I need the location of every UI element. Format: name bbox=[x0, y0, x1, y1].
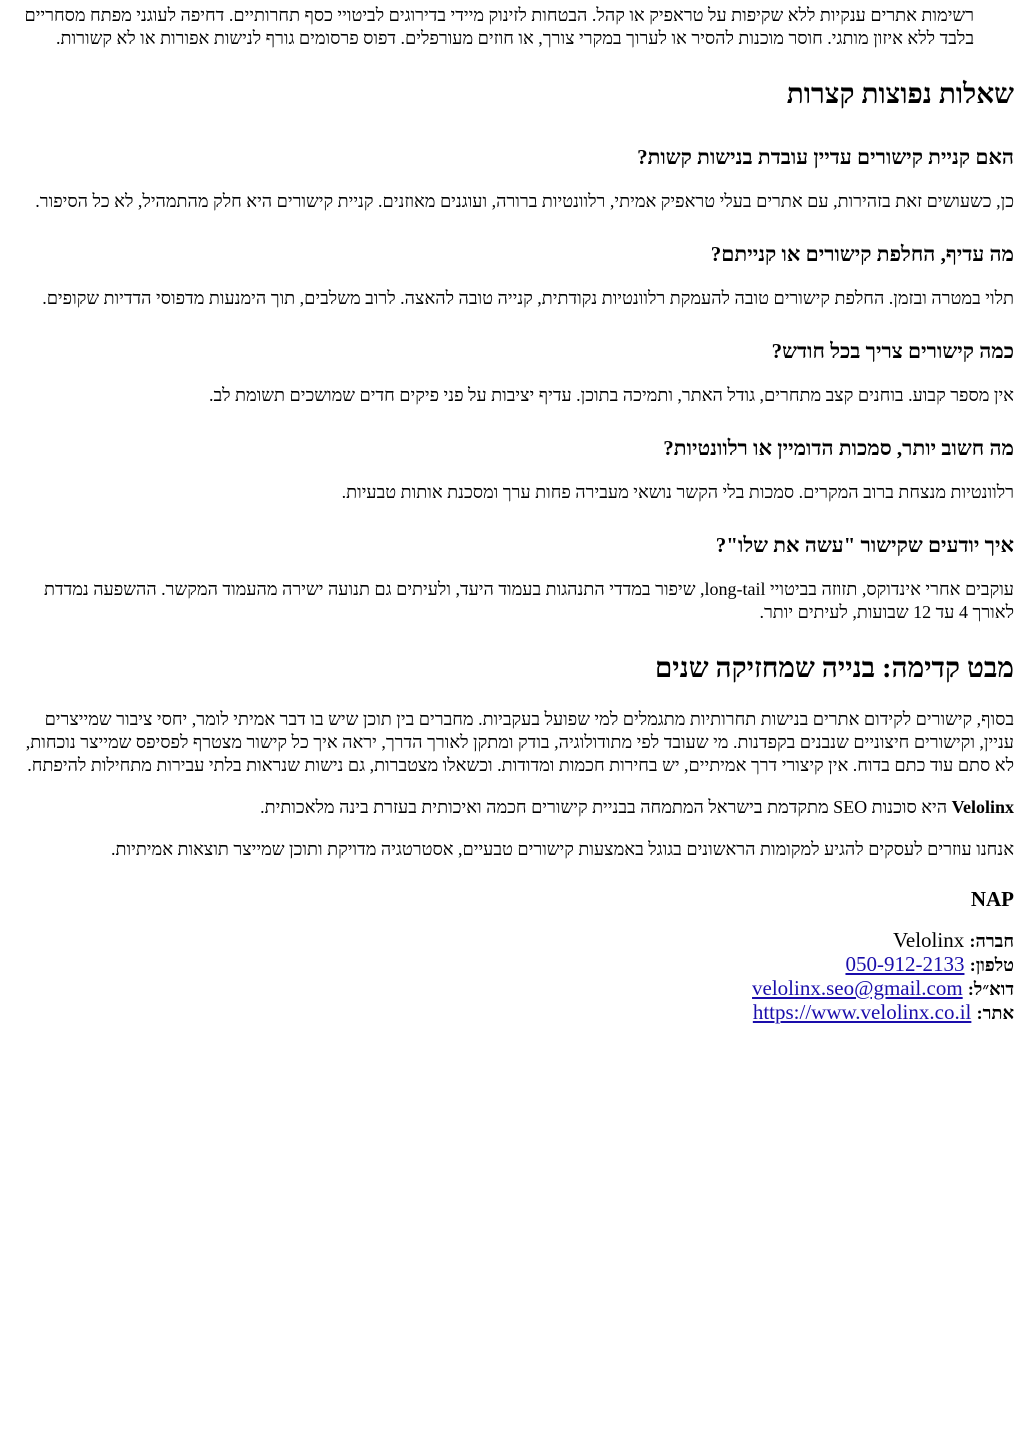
faq-answer-2: תלוי במטרה ובזמן. החלפת קישורים טובה להעמקת רלוונטיות נקודתית, קנייה טובה להאצה. לרוב משלבים, תוך הימנעות מדפוסי הדדיות שקופים. bbox=[42, 288, 1014, 308]
outlook-heading: מבט קדימה: בנייה שמחזיקה שנים bbox=[654, 653, 1014, 684]
nap-site-row bbox=[12, 1001, 1014, 1025]
nap-details bbox=[12, 929, 1014, 1025]
faq-answer-3: אין מספר קבוע. בוחנים קצב מתחרים, גודל האתר, ותמיכה בתוכן. עדיף יציבות על פני פיקים חדים שמושכים תשומת לב. bbox=[208, 385, 1014, 405]
nap-company-value: Velolinx bbox=[893, 928, 965, 952]
faq-answer-1: כן, כשעושים זאת בזהירות, עם אתרים בעלי טראפיק אמיתי, רלוונטיות ברורה, ועוגנים מאוזנים. קניית קישורים היא חלק מהתמהיל, לא כל הסיפור. bbox=[35, 191, 1014, 211]
nap-heading: NAP bbox=[970, 887, 1014, 911]
nap-site-label: אתר: bbox=[976, 1003, 1014, 1023]
faq-question-1: האם קניית קישורים עדיין עובדת בנישות קשות? bbox=[637, 145, 1014, 169]
nap-phone-label: טלפון: bbox=[969, 955, 1014, 975]
mission-paragraph: אנחנו עוזרים לעסקים להגיע למקומות הראשונים בגוגל באמצעות קישורים טבעיים, אסטרטגיה מדויקת ותוכן שמייצר תוצאות אמיתיות. bbox=[111, 839, 1014, 859]
outlook-paragraph: בסוף, קישורים לקידום אתרים בנישות תחרותיות מתגמלים למי שפועל בעקביות. מחברים בין תוכן שיש בו דבר אמיתי לומר, יחסי ציבור שמייצרים עניין, וקישורים חיצוניים שנבנים בקפדנות. מי שעובד לפי מתודולוגיה, בודק ומתקן לאורך הדרך, יראה איך כל קישור מצטרף לפסיפס שמייצר נוכחות, לא סתם עוד כתם בדוח. אין קיצורי דרך אמיתיים, יש בחירות חכמות ומדודות. וכשאלו מצטברות, גם נישות שנראות בלתי עבירות מתחילות להיפתח. bbox=[25, 709, 1014, 775]
faq-question-2: מה עדיף, החלפת קישורים או קנייתם? bbox=[710, 242, 1014, 266]
nap-site-link[interactable]: https://www.velolinx.co.il bbox=[752, 1000, 972, 1024]
about-paragraph bbox=[12, 796, 1014, 819]
nap-phone-link[interactable]: 050-912-2133 bbox=[845, 952, 965, 976]
nap-company-label: חברה: bbox=[969, 931, 1014, 951]
nap-email-link[interactable]: velolinx.seo@gmail.com bbox=[752, 976, 963, 1000]
faq-answer-5: עוקבים אחרי אינדוקס, תזוזה בביטויי long-tail, שיפור במדדי התנהגות בעמוד היעד, ולעיתים גם תנועה ישירה מהעמוד המקשר. ההשפעה נמדדת לאורך 4 עד 12 שבועות, לעיתים יותר. bbox=[43, 579, 1014, 622]
brand-name: Velolinx bbox=[951, 797, 1014, 817]
nap-email-row bbox=[12, 977, 1014, 1001]
article-page bbox=[0, 2, 1024, 1025]
faq-heading: שאלות נפוצות קצרות bbox=[786, 79, 1014, 110]
nap-phone-row bbox=[12, 953, 1014, 977]
nap-email-label: דוא״ל: bbox=[967, 979, 1014, 999]
intro-paragraph: רשימות אתרים ענקיות ללא שקיפות על טראפיק או קהל. הבטחות לזינוק מיידי בדירוגים לביטויי כסף תחרותיים. דחיפה לעוגני מפתח מסחריים בלבד ללא איזון מותגי. חוסר מוכנות להסיר או לערוך במקרי צורך, או חוזים מעורפלים. דפוס פרסומים גורף לנישות אפורות או לא קשורות. bbox=[24, 5, 974, 48]
nap-company-row bbox=[12, 929, 1014, 953]
faq-question-5: איך יודעים שקישור "עשה את שלו"? bbox=[715, 533, 1014, 557]
faq-question-4: מה חשוב יותר, סמכות הדומיין או רלוונטיות? bbox=[663, 436, 1014, 460]
faq-question-3: כמה קישורים צריך בכל חודש? bbox=[771, 339, 1014, 363]
faq-answer-4: רלוונטיות מנצחת ברוב המקרים. סמכות בלי הקשר נושאי מעבירה פחות ערך ומסכנת אותות טבעיות. bbox=[341, 482, 1014, 502]
about-text: היא סוכנות SEO מתקדמת בישראל המתמחה בבניית קישורים חכמה ואיכותית בעזרת בינה מלאכותית. bbox=[260, 797, 952, 817]
